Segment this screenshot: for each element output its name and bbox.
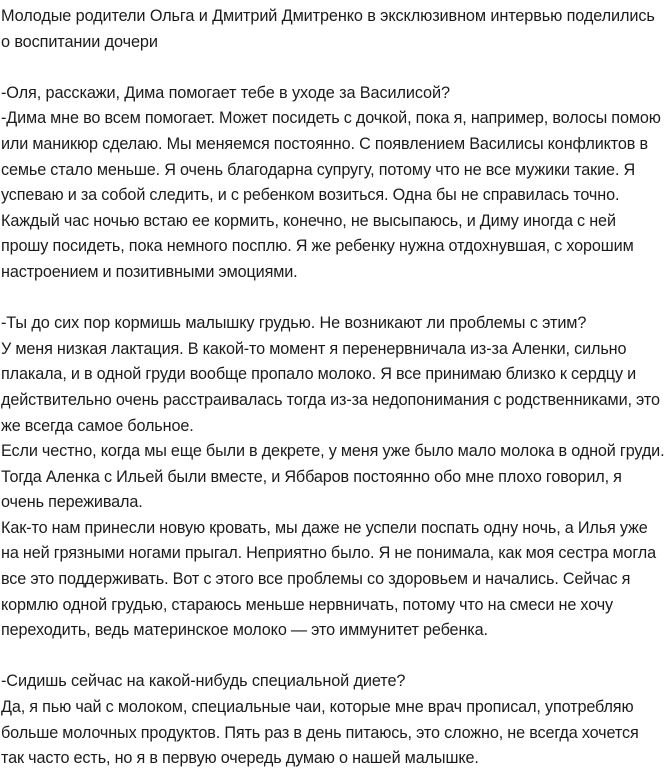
- block-spacer-1: [1, 286, 668, 312]
- question-3: -Сидишь сейчас на какой-нибудь специальной диете?: [1, 672, 406, 691]
- answer-5: Да, я пью чай с молоком, специальные чаи, которые мне врач прописал, употребляю больше молочных продуктов. Пять раз в день питаюсь, это сложно, не всегда хочется так часто есть, но я в первую очередь думаю о нашей малышке.: [1, 698, 639, 768]
- answer-1: -Дима мне во всем помогает. Может посидеть с дочкой, пока я, например, волосы помою или маникюр сделаю. Мы меняемся постоянно. С появлением Василисы конфликтов в семье стало меньше. Я очень благодарна супругу, потому что не все мужики такие. Я успеваю и за собой следить, и с ребенком возиться. Одна бы не справилась точно. Каждый час ночью встаю ее кормить, конечно, не высыпаюсь, и Диму иногда с ней прошу посидеть, пока немного посплю. Я же ребенку нужна отдохнувшая, с хорошим настроением и позитивными эмоциями.: [1, 109, 661, 281]
- block-spacer-2: [1, 644, 668, 670]
- page-title: Молодые родители Ольга и Дмитрий Дмитренко в эксклюзивном интервью поделились о воспитании дочери: [1, 7, 655, 51]
- interview-body: [1, 81, 668, 286]
- question-1: -Оля, расскажи, Дима помогает тебе в уходе за Василисой?: [1, 83, 450, 102]
- question-2: -Ты до сих пор кормишь малышку грудью. Не возникают ли проблемы с этим?: [1, 314, 587, 333]
- interview-body-3: [1, 669, 668, 771]
- interview-body-2: [1, 311, 668, 644]
- answer-3: Если честно, когда мы еще были в декрете, у меня уже было мало молока в одной груди. Тогда Аленка с Ильей были вместе, и Яббаров постоянно обо мне плохо говорил, я очень переживала.: [1, 442, 665, 512]
- heading-spacer: [1, 55, 668, 81]
- answer-2: У меня низкая лактация. В какой-то момент я перенервничала из-за Аленки, сильно плакала, и в одной груди вообще пропало молоко. Я все принимаю близко к сердцу и действительно очень расстраивалась тогда из-за недопонимания с родственниками, это же всегда самое больное.: [1, 339, 660, 435]
- article-heading-block: [1, 4, 668, 55]
- answer-4: Как-то нам принесли новую кровать, мы даже не успели поспать одну ночь, а Илья уже на ней грязными ногами прыгал. Неприятно было. Я не понимала, как моя сестра могла все это поддерживать. Вот с этого все проблемы со здоровьем и начались. Сейчас я кормлю одной грудью, стараюсь меньше нервничать, потому что на смеси не хочу переходить, ведь материнское молоко — это иммунитет ребенка.: [1, 518, 657, 640]
